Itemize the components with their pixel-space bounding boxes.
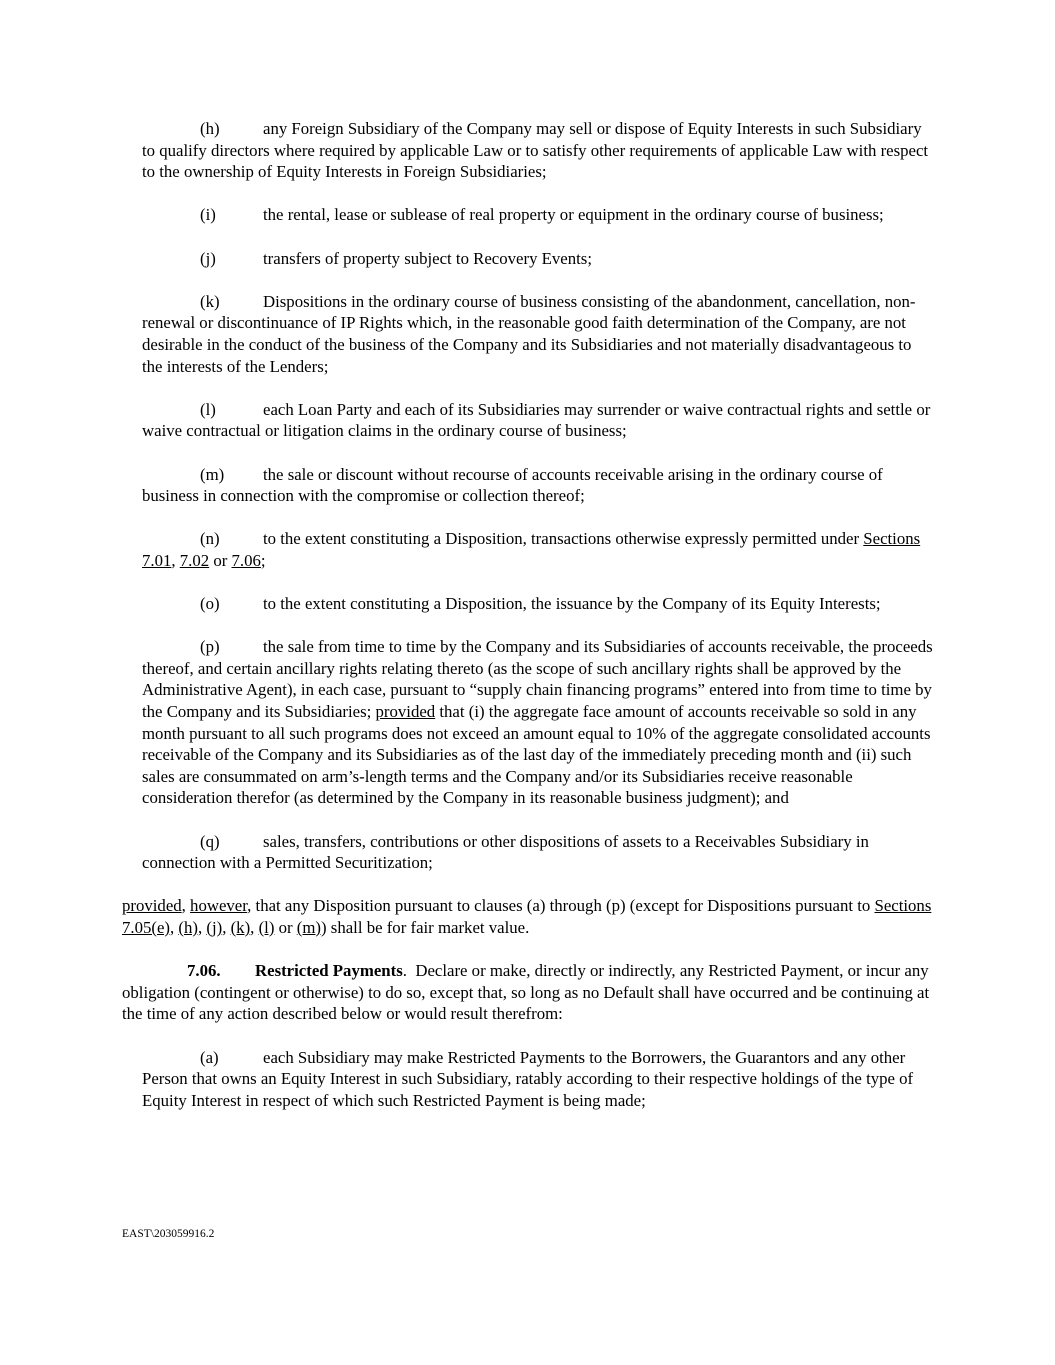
clause-label: (q) xyxy=(200,831,220,851)
section-reference: Sections 7.01 xyxy=(142,529,921,570)
text-segment: to the extent constituting a Disposition, transactions otherwise expressly permitted under xyxy=(263,529,864,549)
section-reference: 7.06 xyxy=(231,550,261,570)
text-segment: , xyxy=(250,917,259,937)
clause-k xyxy=(142,291,933,377)
section-7-06 xyxy=(122,960,933,1025)
section-reference: (m) xyxy=(296,917,322,937)
text-segment: to the extent constituting a Disposition, the issuance by the Company of its Equity Interests; xyxy=(263,594,881,614)
document-body xyxy=(122,118,933,1111)
clause-p xyxy=(142,636,933,809)
clause-m xyxy=(142,464,933,507)
section-reference: however xyxy=(190,896,248,916)
text-segment: each Loan Party and each of its Subsidiaries may surrender or waive contractual rights and settle or waive contractual or litigation claims in the ordinary course of business; xyxy=(142,399,931,441)
text-segment: the rental, lease or sublease of real property or equipment in the ordinary course of business; xyxy=(263,205,884,225)
text-segment: sales, transfers, contributions or other dispositions of assets to a Receivables Subsidiary in connection with a Permitted Securitization; xyxy=(142,831,869,873)
text-segment: , xyxy=(222,917,231,937)
text-segment: , xyxy=(197,917,207,937)
text-segment: any Foreign Subsidiary of the Company may sell or dispose of Equity Interests in such Subsidiary to qualify directors where required by applicable Law or to satisfy other requirements of applicable Law with respect to the ownership of Equity Interests in Foreign Subsidiaries; xyxy=(142,119,929,182)
text-segment: the sale from time to time by the Company and its Subsidiaries of accounts receivable, the proceeds thereof, and certain ancillary rights relating thereto (as the scope of such ancillary rights shall be approved by the Administrative Agent), in each case, pursuant to “supply chain financing programs” entered into from time to time by the Company and its Subsidiaries; xyxy=(142,637,933,722)
text-segment: or xyxy=(274,917,297,937)
clause-q xyxy=(142,831,933,874)
proviso-paragraph xyxy=(122,895,933,938)
text-segment: , xyxy=(170,917,179,937)
clause-label: (o) xyxy=(200,594,220,614)
clause-label: (a) xyxy=(200,1047,219,1067)
section-reference: (j) xyxy=(206,917,223,937)
text-segment: , that any Disposition pursuant to clauses (a) through (p) (except for Dispositions pursuant to xyxy=(247,896,875,916)
section-reference: 7.02 xyxy=(179,550,210,570)
clause-a xyxy=(142,1047,933,1112)
clause-h xyxy=(142,118,933,183)
text-segment: ) shall be for fair market value. xyxy=(321,917,530,937)
text-segment: the sale or discount without recourse of accounts receivable arising in the ordinary course of business in connection with the compromise or collection thereof; xyxy=(142,464,883,506)
text-segment: . Declare or make, directly or indirectly, any Restricted Payment, or incur any obligation (contingent or otherwise) to do so, except that, so long as no Default shall have occurred and be continuing at the time of any action described below or would result therefrom: xyxy=(122,961,930,1024)
clause-label: (h) xyxy=(200,119,220,138)
text-segment: each Subsidiary may make Restricted Payments to the Borrowers, the Guarantors and any other Person that owns an Equity Interest in such Subsidiary, ratably according to their respective holdings of the type of Equity Interest in respect of which such Restricted Payment is being made; xyxy=(142,1047,914,1110)
text-segment: that (i) the aggregate face amount of accounts receivable so sold in any month pursuant to all such programs does not exceed an amount equal to 10% of the aggregate consolidated accounts receivable of the Company and its Subsidiaries as of the last day of the immediately preceding month and (ii) such sales are consummated on arm’s-length terms and the Company and/or its Subsidiaries receive reasonable consideration therefor (as determined by the Company in its reasonable business judgment); and xyxy=(142,702,931,808)
clause-i xyxy=(142,204,933,226)
text-segment: transfers of property subject to Recovery Events; xyxy=(263,248,592,268)
section-reference: provided xyxy=(375,702,436,722)
document-control-number: EAST\203059916.2 xyxy=(122,1228,215,1240)
section-reference: (l) xyxy=(258,917,275,937)
section-reference: Sections 7.05(e) xyxy=(122,896,932,937)
clause-label: 7.06. xyxy=(187,961,221,981)
clause-j xyxy=(142,248,933,270)
clause-label: (l) xyxy=(200,399,216,419)
clause-label: (i) xyxy=(200,205,216,225)
text-segment: or xyxy=(209,550,232,570)
clause-label: (p) xyxy=(200,637,220,657)
clause-o xyxy=(142,593,933,615)
clause-l xyxy=(142,399,933,442)
section-reference: provided xyxy=(122,896,182,916)
clause-n xyxy=(142,528,933,571)
clause-label: (j) xyxy=(200,248,216,268)
text-segment: ; xyxy=(260,550,266,570)
text-segment: , xyxy=(171,550,180,570)
clause-label: (m) xyxy=(200,464,225,484)
clause-label: (n) xyxy=(200,529,220,549)
text-segment: , xyxy=(181,896,191,916)
section-reference: (h) xyxy=(178,917,198,937)
section-reference: (k) xyxy=(230,917,251,937)
text-segment: Restricted Payments xyxy=(255,961,403,981)
clause-label: (k) xyxy=(200,291,220,311)
text-segment: Dispositions in the ordinary course of business consisting of the abandonment, cancellation, non-renewal or discontinuance of IP Rights which, in the reasonable good faith determination of the Company, are not desirable in the conduct of the business of the Company and its Subsidiaries and not materially disadvantageous to the interests of the Lenders; xyxy=(142,291,916,376)
